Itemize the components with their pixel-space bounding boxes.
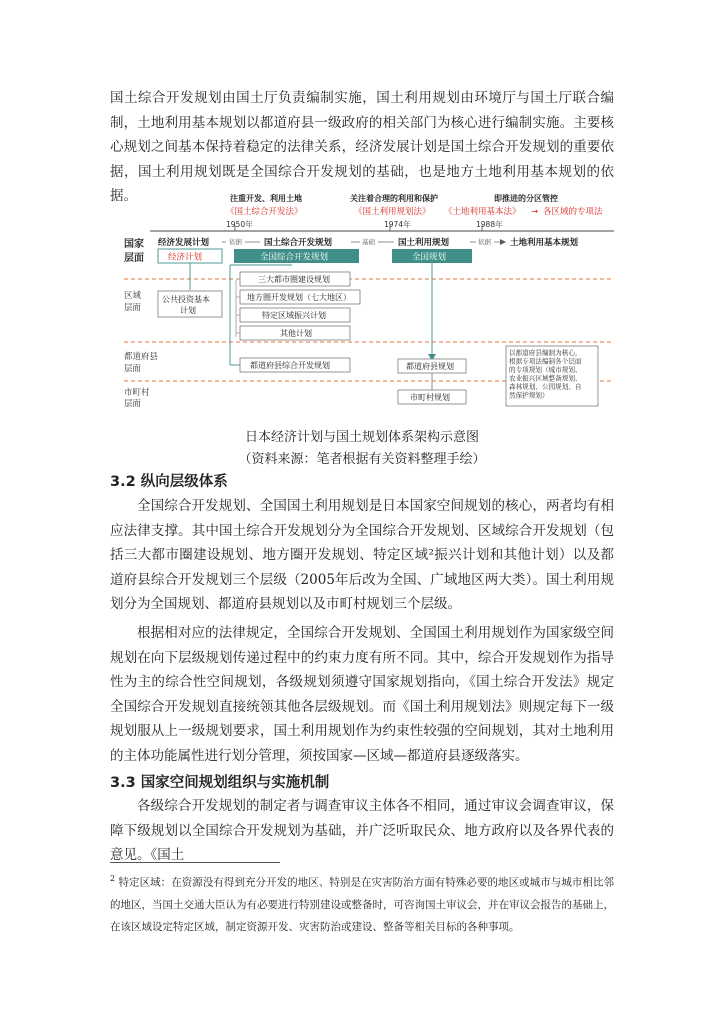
footnote-mark: 2 [110,874,116,883]
local-area-label: 地方圈开发规划（七大地区） [247,293,351,302]
relation-foundation: 基础 [362,238,375,246]
year3-label: 1988年 [476,220,503,229]
planning-system-diagram [122,185,616,407]
timeline-col3-arrow: → [531,207,539,217]
pref-note-label: 以都道府县编制为核心， 根据专项法编制各个层面 的专项规划（城市规划、 农业振兴区域整备规划、 森林规划、公园规划、自 然保护规划） [509,349,582,400]
econ-sub-label: 经济计划 [168,252,203,263]
timeline-col2-law: 《国土利用规划法》 [354,207,431,217]
pref-plan-label: 都道府县规划 [406,362,454,371]
town-plan-label: 市町村规划 [410,393,450,402]
timeline-col3-title: 即推进的分区管控 [494,194,558,203]
figure-source: （资料来源：笔者根据有关资料整理手绘） [238,452,486,467]
comp-sub-label: 全国综合开发规划 [260,252,329,263]
section-3-2-para-1: 全国综合开发规划、全国国土利用规划是日本国家空间规划的核心，两者均有相应法律支撑。其中国土综合开发规划分为全国综合开发规划、区域综合开发规划（包括三大都市圈建设规划、地方圈开发规划、特定区域²振兴计划和其他计划）以及都道府县综合开发规划三个层级（2005年后改为全国、广域地区两大类）。国土利用规划分为全国规划、都道府县规划以及市町村规划三个层级。 [110,498,614,612]
section-heading-3-2: 3.2 纵向层级体系 [110,474,228,490]
timeline-col2-title: 关注着合理的利用和保护 [350,194,438,203]
figure-caption: 日本经济计划与国土规划体系架构示意图 [244,430,479,445]
comp-plan-title: 国土综合开发规划 [264,238,333,248]
section-heading-3-3: 3.3 国家空间规划组织与实施机制 [110,775,330,791]
timeline-col3-law: 《土地利用基本法》 [444,207,521,217]
timeline-col3-extra: 各区域的专项法 [543,207,603,217]
level-municipal: 市町村层面 [124,388,150,407]
footnote-text: 特定区域：在资源没有得到充分开发的地区、特别是在灾害防治方面有特殊必要的地区或城市与城市相比邻的地区，当国土交通大臣认为有必要进行特别建设或整备时，可咨询国土审议会，并在审议会报告的基础上，在该区域设定特定区域，制定资源开发、灾害防治或建设、整备等相关目标的各种事项。 [110,876,615,933]
timeline-col1-law: 《国土综合开发法》 [226,207,303,217]
footnote-rule [110,862,280,863]
econ-plan-title: 经济发展计划 [158,238,210,248]
intro-paragraph: 国土综合开发规划由国土厅负责编制实施，国土利用规划由环境厅与国土厅联合编制，土地利用基本规划以都道府县一级政府的相关部门为核心进行编制实施。主要核心规划之间基本保持着稳定的法律关系，经济发展计划是国土综合开发规划的重要依据，国土利用规划既是全国综合开发规划的基础，也是地方土地利用基本规划的依据。 [110,90,614,204]
land-sub-label: 全国规划 [412,252,447,263]
year1-label: 1950年 [226,220,253,229]
other-label: 其他计划 [280,329,312,338]
section-3-2-para-2: 根据相对应的法律规定，全国综合开发规划、全国国土利用规划作为国家级空间规划在向下层级规划传递过程中的约束力度有所不同。其中，综合开发规划作为指导性为主的综合性空间规划，各级规划须遵守国家规划指向，《国土综合开发法》规定全国综合开发规划直接统领其他各层级规划。而《国土利用规划法》则规定每下一级规划服从上一级规划要求，国土利用规划作为约束性较强的空间规划，其对土地利用的主体功能属性进行划分管理，须按国家—区域—都道府县逐级落实。 [110,625,614,764]
pref-comp-label: 都道府县综合开发规划 [250,361,330,370]
relation-basis-1: 依据 [229,238,242,246]
timeline-col1-title: 注重开发、利用土地 [230,194,302,203]
land-use-title: 国土利用规划 [398,238,450,248]
section-3-3-para-1: 各级综合开发规划的制定者与调查审议主体各不相同，通过审议会调查审议，保障下级规划以全国综合开发规划为基础，并广泛听取民众、地方政府以及各界代表的意见。《国土 [110,798,614,863]
public-invest-label: 公共投资基本计划 [162,295,210,315]
level-prefecture: 都道府县层面 [124,352,159,374]
land-basic-title: 土地利用基本规划 [510,238,579,248]
level-national: 国家层面 [124,239,144,264]
special-label: 特定区域振兴计划 [262,311,326,320]
footnote [110,868,614,938]
relation-basis-2: 依据 [478,238,491,246]
metro-label: 三大都市圈建设规划 [258,275,330,284]
year2-label: 1974年 [384,220,411,229]
level-regional: 区域层面 [124,291,142,313]
